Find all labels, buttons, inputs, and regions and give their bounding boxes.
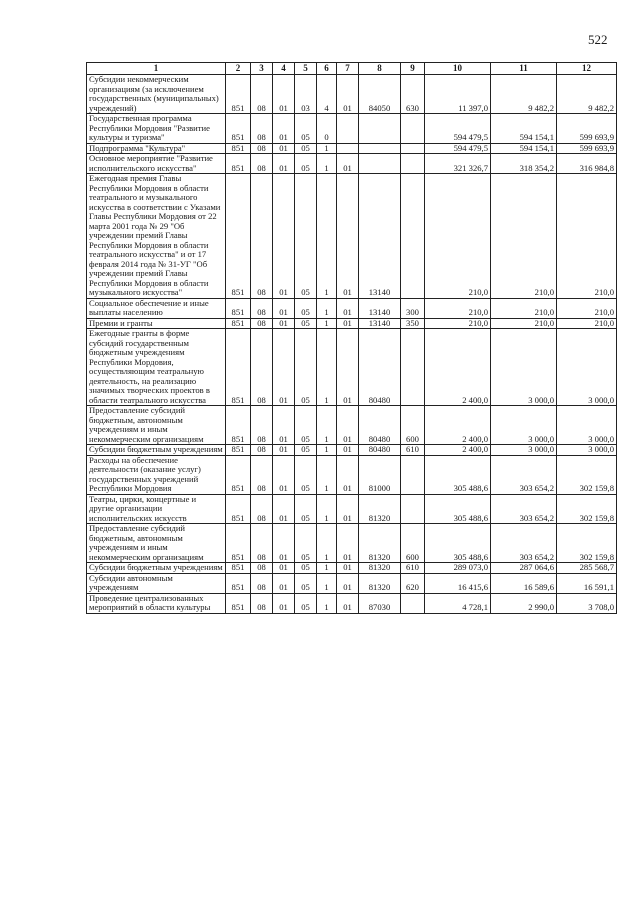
code-section: 08 bbox=[251, 524, 273, 563]
code-subprogram: 1 bbox=[317, 524, 337, 563]
code-subsection: 01 bbox=[273, 445, 295, 456]
column-header: 6 bbox=[317, 63, 337, 75]
code-subprogram: 1 bbox=[317, 174, 337, 299]
code-subsection: 01 bbox=[273, 573, 295, 593]
amount-col12: 3 000,0 bbox=[557, 445, 617, 456]
row-name: Проведение централизованных мероприятий в области культуры bbox=[87, 593, 226, 613]
code-subsection: 01 bbox=[273, 593, 295, 613]
code-event: 01 bbox=[337, 329, 359, 406]
amount-col10: 594 479,5 bbox=[425, 143, 491, 154]
table-row bbox=[87, 75, 617, 114]
amount-col10: 2 400,0 bbox=[425, 406, 491, 445]
code-program: 05 bbox=[295, 329, 317, 406]
amount-col12: 210,0 bbox=[557, 174, 617, 299]
code-expense-type bbox=[401, 455, 425, 494]
code-subprogram: 0 bbox=[317, 114, 337, 144]
code-subprogram: 1 bbox=[317, 593, 337, 613]
amount-col12: 210,0 bbox=[557, 298, 617, 318]
code-subsection: 01 bbox=[273, 329, 295, 406]
code-gov: 851 bbox=[226, 494, 251, 524]
amount-col11: 3 000,0 bbox=[491, 445, 557, 456]
code-subprogram: 1 bbox=[317, 406, 337, 445]
code-subsection: 01 bbox=[273, 154, 295, 174]
code-direction: 13140 bbox=[359, 174, 401, 299]
code-program: 05 bbox=[295, 114, 317, 144]
code-expense-type: 300 bbox=[401, 298, 425, 318]
amount-col11: 2 990,0 bbox=[491, 593, 557, 613]
code-direction bbox=[359, 143, 401, 154]
column-header: 8 bbox=[359, 63, 401, 75]
code-gov: 851 bbox=[226, 318, 251, 329]
table-row bbox=[87, 298, 617, 318]
code-program: 05 bbox=[295, 445, 317, 456]
code-expense-type bbox=[401, 114, 425, 144]
code-expense-type bbox=[401, 593, 425, 613]
code-subsection: 01 bbox=[273, 318, 295, 329]
code-section: 08 bbox=[251, 445, 273, 456]
code-subprogram: 1 bbox=[317, 329, 337, 406]
amount-col12: 3 708,0 bbox=[557, 593, 617, 613]
column-header: 12 bbox=[557, 63, 617, 75]
code-program: 05 bbox=[295, 563, 317, 574]
code-expense-type: 620 bbox=[401, 573, 425, 593]
amount-col10: 210,0 bbox=[425, 318, 491, 329]
column-header: 11 bbox=[491, 63, 557, 75]
row-name: Премии и гранты bbox=[87, 318, 226, 329]
amount-col10: 289 073,0 bbox=[425, 563, 491, 574]
code-expense-type bbox=[401, 329, 425, 406]
amount-col11: 303 654,2 bbox=[491, 455, 557, 494]
code-program: 05 bbox=[295, 406, 317, 445]
code-section: 08 bbox=[251, 406, 273, 445]
amount-col10: 4 728,1 bbox=[425, 593, 491, 613]
code-subprogram: 4 bbox=[317, 75, 337, 114]
code-expense-type bbox=[401, 154, 425, 174]
code-event: 01 bbox=[337, 563, 359, 574]
code-expense-type: 610 bbox=[401, 563, 425, 574]
code-program: 05 bbox=[295, 143, 317, 154]
table-header-row bbox=[87, 63, 617, 75]
code-expense-type: 350 bbox=[401, 318, 425, 329]
code-gov: 851 bbox=[226, 445, 251, 456]
code-event: 01 bbox=[337, 174, 359, 299]
column-header: 9 bbox=[401, 63, 425, 75]
table-row bbox=[87, 318, 617, 329]
code-direction: 81000 bbox=[359, 455, 401, 494]
code-program: 05 bbox=[295, 318, 317, 329]
code-expense-type: 610 bbox=[401, 445, 425, 456]
amount-col12: 9 482,2 bbox=[557, 75, 617, 114]
code-direction: 81320 bbox=[359, 573, 401, 593]
code-direction: 80480 bbox=[359, 329, 401, 406]
amount-col12: 316 984,8 bbox=[557, 154, 617, 174]
amount-col12: 16 591,1 bbox=[557, 573, 617, 593]
code-gov: 851 bbox=[226, 329, 251, 406]
page-number: 522 bbox=[588, 32, 608, 47]
code-event: 01 bbox=[337, 154, 359, 174]
row-name: Расходы на обеспечение деятельности (оказание услуг) государственных учреждений Республики Мордовия bbox=[87, 455, 226, 494]
code-section: 08 bbox=[251, 143, 273, 154]
code-event: 01 bbox=[337, 298, 359, 318]
code-direction: 87030 bbox=[359, 593, 401, 613]
row-name: Субсидии некоммерческим организациям (за исключением государственных (муниципальных) учреждений) bbox=[87, 75, 226, 114]
amount-col12: 599 693,9 bbox=[557, 114, 617, 144]
code-subsection: 01 bbox=[273, 455, 295, 494]
code-gov: 851 bbox=[226, 563, 251, 574]
code-subprogram: 1 bbox=[317, 563, 337, 574]
code-program: 05 bbox=[295, 494, 317, 524]
budget-table bbox=[86, 62, 617, 614]
code-gov: 851 bbox=[226, 143, 251, 154]
code-section: 08 bbox=[251, 174, 273, 299]
column-header: 2 bbox=[226, 63, 251, 75]
code-direction: 80480 bbox=[359, 445, 401, 456]
row-name: Подпрограмма "Культура" bbox=[87, 143, 226, 154]
table-row bbox=[87, 455, 617, 494]
table-row bbox=[87, 573, 617, 593]
code-section: 08 bbox=[251, 455, 273, 494]
table-row bbox=[87, 143, 617, 154]
code-program: 05 bbox=[295, 298, 317, 318]
amount-col10: 305 488,6 bbox=[425, 494, 491, 524]
code-section: 08 bbox=[251, 573, 273, 593]
code-subprogram: 1 bbox=[317, 154, 337, 174]
table-row bbox=[87, 563, 617, 574]
code-direction: 80480 bbox=[359, 406, 401, 445]
code-program: 05 bbox=[295, 174, 317, 299]
code-expense-type: 630 bbox=[401, 75, 425, 114]
code-subprogram: 1 bbox=[317, 143, 337, 154]
code-subprogram: 1 bbox=[317, 455, 337, 494]
code-gov: 851 bbox=[226, 154, 251, 174]
table-row bbox=[87, 114, 617, 144]
code-subprogram: 1 bbox=[317, 298, 337, 318]
code-subsection: 01 bbox=[273, 406, 295, 445]
code-gov: 851 bbox=[226, 298, 251, 318]
table-row bbox=[87, 494, 617, 524]
amount-col10: 2 400,0 bbox=[425, 329, 491, 406]
code-event: 01 bbox=[337, 593, 359, 613]
code-direction: 13140 bbox=[359, 318, 401, 329]
amount-col10: 2 400,0 bbox=[425, 445, 491, 456]
row-name: Субсидии автономным учреждениям bbox=[87, 573, 226, 593]
code-section: 08 bbox=[251, 563, 273, 574]
amount-col11: 318 354,2 bbox=[491, 154, 557, 174]
amount-col12: 302 159,8 bbox=[557, 455, 617, 494]
amount-col11: 594 154,1 bbox=[491, 143, 557, 154]
column-header: 4 bbox=[273, 63, 295, 75]
code-event: 01 bbox=[337, 406, 359, 445]
code-event: 01 bbox=[337, 524, 359, 563]
amount-col12: 210,0 bbox=[557, 318, 617, 329]
code-gov: 851 bbox=[226, 406, 251, 445]
code-subprogram: 1 bbox=[317, 445, 337, 456]
code-subsection: 01 bbox=[273, 494, 295, 524]
table-row bbox=[87, 406, 617, 445]
code-section: 08 bbox=[251, 298, 273, 318]
code-event bbox=[337, 114, 359, 144]
code-event bbox=[337, 143, 359, 154]
code-program: 05 bbox=[295, 154, 317, 174]
row-name: Социальное обеспечение и иные выплаты населению bbox=[87, 298, 226, 318]
code-gov: 851 bbox=[226, 174, 251, 299]
code-program: 05 bbox=[295, 593, 317, 613]
amount-col10: 210,0 bbox=[425, 174, 491, 299]
code-direction: 84050 bbox=[359, 75, 401, 114]
column-header: 5 bbox=[295, 63, 317, 75]
row-name: Субсидии бюджетным учреждениям bbox=[87, 563, 226, 574]
amount-col11: 287 064,6 bbox=[491, 563, 557, 574]
code-subsection: 01 bbox=[273, 75, 295, 114]
code-event: 01 bbox=[337, 455, 359, 494]
amount-col11: 9 482,2 bbox=[491, 75, 557, 114]
table-row bbox=[87, 524, 617, 563]
amount-col10: 305 488,6 bbox=[425, 455, 491, 494]
amount-col11: 16 589,6 bbox=[491, 573, 557, 593]
amount-col12: 3 000,0 bbox=[557, 406, 617, 445]
table-row bbox=[87, 174, 617, 299]
column-header: 7 bbox=[337, 63, 359, 75]
amount-col12: 599 693,9 bbox=[557, 143, 617, 154]
code-program: 03 bbox=[295, 75, 317, 114]
code-subsection: 01 bbox=[273, 298, 295, 318]
column-header: 3 bbox=[251, 63, 273, 75]
code-direction: 81320 bbox=[359, 563, 401, 574]
code-program: 05 bbox=[295, 524, 317, 563]
code-program: 05 bbox=[295, 573, 317, 593]
code-program: 05 bbox=[295, 455, 317, 494]
code-subsection: 01 bbox=[273, 174, 295, 299]
amount-col11: 594 154,1 bbox=[491, 114, 557, 144]
amount-col12: 285 568,7 bbox=[557, 563, 617, 574]
code-expense-type bbox=[401, 174, 425, 299]
row-name: Основное мероприятие "Развитие исполнительского искусства" bbox=[87, 154, 226, 174]
code-subprogram: 1 bbox=[317, 494, 337, 524]
code-gov: 851 bbox=[226, 114, 251, 144]
amount-col10: 210,0 bbox=[425, 298, 491, 318]
code-event: 01 bbox=[337, 445, 359, 456]
code-subsection: 01 bbox=[273, 563, 295, 574]
amount-col11: 3 000,0 bbox=[491, 406, 557, 445]
code-section: 08 bbox=[251, 593, 273, 613]
row-name: Театры, цирки, концертные и другие организации исполнительских искусств bbox=[87, 494, 226, 524]
amount-col11: 210,0 bbox=[491, 318, 557, 329]
amount-col10: 594 479,5 bbox=[425, 114, 491, 144]
code-gov: 851 bbox=[226, 75, 251, 114]
code-section: 08 bbox=[251, 154, 273, 174]
code-expense-type: 600 bbox=[401, 524, 425, 563]
code-gov: 851 bbox=[226, 455, 251, 494]
table-row bbox=[87, 329, 617, 406]
amount-col12: 3 000,0 bbox=[557, 329, 617, 406]
code-subsection: 01 bbox=[273, 143, 295, 154]
code-event: 01 bbox=[337, 494, 359, 524]
code-event: 01 bbox=[337, 573, 359, 593]
amount-col11: 210,0 bbox=[491, 174, 557, 299]
amount-col12: 302 159,8 bbox=[557, 524, 617, 563]
code-section: 08 bbox=[251, 114, 273, 144]
amount-col11: 3 000,0 bbox=[491, 329, 557, 406]
column-header: 1 bbox=[87, 63, 226, 75]
code-section: 08 bbox=[251, 494, 273, 524]
code-event: 01 bbox=[337, 318, 359, 329]
row-name: Ежегодная премия Главы Республики Мордовия в области театрального и музыкального искусства в соответствии с Указами Главы Республики Мордовия от 22 марта 2001 года № 29 "Об учреждении премий Главы Республики Мордовия в области театрального искусства" и от 17 февраля 2014 года № 31-УГ "Об учреждении премий Главы Республики Мордовия в области музыкального искусства" bbox=[87, 174, 226, 299]
row-name: Предоставление субсидий бюджетным, автономным учреждениям и иным некоммерческим организациям bbox=[87, 524, 226, 563]
table-row bbox=[87, 593, 617, 613]
column-header: 10 bbox=[425, 63, 491, 75]
row-name: Ежегодные гранты в форме субсидий государственным бюджетным учреждениям Республики Мордовия, осуществляющим театральную деятельность, на реализацию значимых творческих проектов в области театрального искусства bbox=[87, 329, 226, 406]
amount-col10: 321 326,7 bbox=[425, 154, 491, 174]
amount-col11: 303 654,2 bbox=[491, 494, 557, 524]
code-subprogram: 1 bbox=[317, 573, 337, 593]
code-subsection: 01 bbox=[273, 114, 295, 144]
row-name: Предоставление субсидий бюджетным, автономным учреждениям и иным некоммерческим организациям bbox=[87, 406, 226, 445]
amount-col11: 210,0 bbox=[491, 298, 557, 318]
code-direction: 81320 bbox=[359, 524, 401, 563]
code-direction bbox=[359, 114, 401, 144]
code-direction bbox=[359, 154, 401, 174]
code-expense-type bbox=[401, 494, 425, 524]
code-direction: 13140 bbox=[359, 298, 401, 318]
code-subprogram: 1 bbox=[317, 318, 337, 329]
table-row bbox=[87, 154, 617, 174]
amount-col10: 11 397,0 bbox=[425, 75, 491, 114]
row-name: Государственная программа Республики Мордовия "Развитие культуры и туризма" bbox=[87, 114, 226, 144]
code-expense-type: 600 bbox=[401, 406, 425, 445]
code-gov: 851 bbox=[226, 524, 251, 563]
code-direction: 81320 bbox=[359, 494, 401, 524]
code-gov: 851 bbox=[226, 573, 251, 593]
code-expense-type bbox=[401, 143, 425, 154]
table-row bbox=[87, 445, 617, 456]
code-gov: 851 bbox=[226, 593, 251, 613]
code-section: 08 bbox=[251, 329, 273, 406]
code-event: 01 bbox=[337, 75, 359, 114]
amount-col10: 305 488,6 bbox=[425, 524, 491, 563]
code-section: 08 bbox=[251, 318, 273, 329]
code-section: 08 bbox=[251, 75, 273, 114]
amount-col10: 16 415,6 bbox=[425, 573, 491, 593]
row-name: Субсидии бюджетным учреждениям bbox=[87, 445, 226, 456]
amount-col12: 302 159,8 bbox=[557, 494, 617, 524]
amount-col11: 303 654,2 bbox=[491, 524, 557, 563]
code-subsection: 01 bbox=[273, 524, 295, 563]
